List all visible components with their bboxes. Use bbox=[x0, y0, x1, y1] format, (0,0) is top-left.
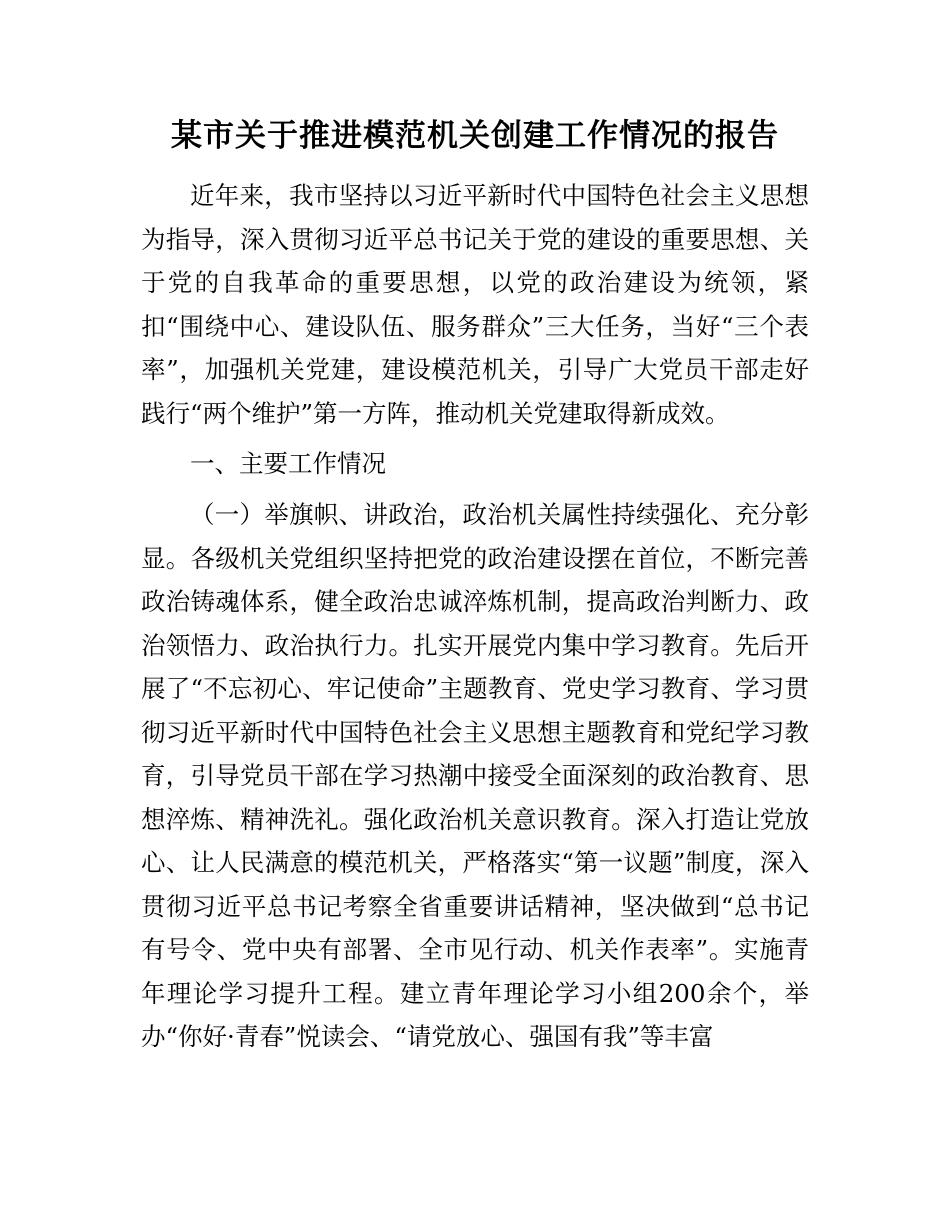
section-heading: 一、主要工作情况 bbox=[190, 449, 386, 478]
intro-paragraph: 近年来，我市坚持以习近平新时代中国特色社会主义思想为指导，深入贯彻习近平总书记关于党的建设的重要思想、关于党的自我革命的重要思想，以党的政治建设为统领，紧扣“围绕中心、建设队伍、服务群众”三大任务，当好“三个表率”，加强机关党建，建设模范机关，引导广大党员干部走好践行“两个维护”第一方阵，推动机关党建取得新成效。 bbox=[141, 181, 809, 428]
section-paragraph: （一）举旗帜、讲政治，政治机关属性持续强化、充分彰显。各级机关党组织坚持把党的政治建设摆在首位，不断完善政治铸魂体系，健全政治忠诚淬炼机制，提高政治判断力、政治领悟力、政治执行力。扎实开展党内集中学习教育。先后开展了“不忘初心、牢记使命”主题教育、党史学习教育、学习贯彻习近平新时代中国特色社会主义思想主题教育和党纪学习教育，引导党员干部在学习热潮中接受全面深刻的政治教育、思想淬炼、精神洗礼。强化政治机关意识教育。深入打造让党放心、让人民满意的模范机关，严格落实“第一议题”制度，深入贯彻习近平总书记考察全省重要讲话精神，坚决做到“总书记有号令、党中央有部署、全市见行动、机关作表率”。实施青年理论学习提升工程。建立青年理论学习小组200余个，举办“你好·青春”悦读会、“请党放心、强国有我”等丰富 bbox=[141, 500, 809, 1051]
document-title: 某市关于推进模范机关创建工作情况的报告 bbox=[171, 118, 779, 154]
